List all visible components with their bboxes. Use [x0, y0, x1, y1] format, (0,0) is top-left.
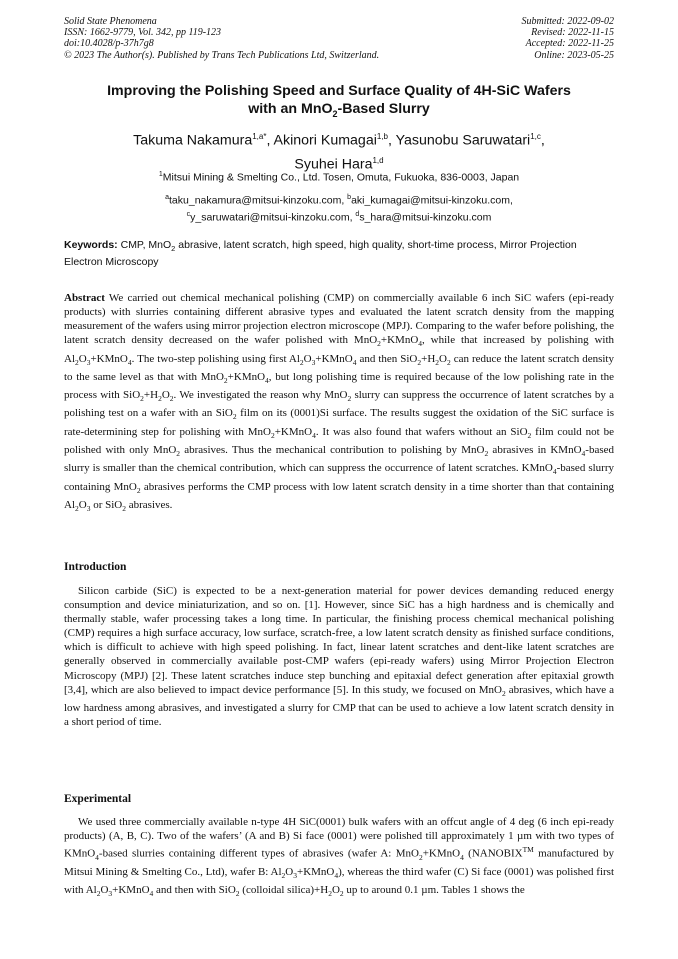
- keywords: [64, 239, 616, 269]
- affil-text: Mitsui Mining & Smelting Co., Ltd. Tosen, Omuta, Fukuoka, 836-0003, Japan: [162, 171, 520, 184]
- abstract-text: slurry can suppress the occurrence of latent scratches by a polishing test on a wafer with an SiO: [64, 389, 615, 420]
- abstract-text: +KMnO: [227, 370, 266, 383]
- revised-date: Revised: 2022-11-15: [531, 27, 614, 39]
- exp-text: +KMnO: [422, 847, 461, 860]
- email-sup: b: [347, 194, 352, 201]
- copyright: © 2023 The Author(s). Published by Trans Tech Publications Ltd, Switzerland.: [64, 49, 380, 61]
- abstract-text: and then SiO: [356, 352, 418, 365]
- abstract-text: abrasives in KMnO: [488, 443, 582, 456]
- abstract-text: O: [439, 352, 447, 365]
- subscript: 2: [417, 357, 422, 367]
- subscript: 3: [108, 889, 113, 899]
- author-sup: 1,b: [376, 132, 388, 141]
- email-link[interactable]: y_saruwatari@mitsui-kinzoku.com,: [190, 211, 356, 224]
- subscript: 2: [347, 394, 352, 404]
- email-sup: d: [355, 211, 360, 218]
- subscript: 2: [484, 449, 489, 459]
- keywords-text: abrasive, latent scratch, high speed, high quality, short-time process, Mirror Projection Electron Microscopy: [64, 239, 577, 268]
- subscript: 2: [75, 504, 79, 513]
- exp-text: and then with SiO: [153, 884, 236, 897]
- subscript: 2: [527, 430, 532, 440]
- abstract-text: . We investigated the reason why MnO: [173, 389, 348, 402]
- subscript: 2: [232, 412, 237, 422]
- experimental-paragraph: [64, 815, 614, 902]
- subscript: 4: [334, 871, 339, 881]
- subscript: 2: [176, 449, 181, 459]
- experimental-heading: Experimental: [64, 793, 132, 805]
- title-subscript: 2: [332, 108, 338, 119]
- intro-text: Silicon carbide (SiC) is expected to be a next-generation material for power devices demanding reduced energy consumption and device miniaturization, and so on. [1]. However, since SiC has a high hardness and is chemically and thermally stable, wafer processing takes a long time. In particular, the finishing process chemical mechanical polishing (CMP) requires a high surface accuracy, low surface, scratch-free, a low latent scratch density as finished surface conditions, which is difficult to achieve with high speed polishing. In fact, linear latent scratches and dent-like latent scratches are generally observed in commercially available post-CMP wafers (epi-ready wafers) using Mirror Projection Electron Microscopy (MPJ) [2]. These latent scratches induce step bunching and epitaxial defect generation after epitaxial growth [3,4], which are also believed to impact device performance [5]. In this study, we focused on MnO: [64, 585, 614, 696]
- subscript: 2: [136, 485, 141, 495]
- affil-sup: 1: [158, 171, 163, 178]
- subscript: 2: [235, 889, 240, 899]
- subscript: 4: [95, 853, 99, 863]
- abstract-text: abrasives performs the CMP process with low latent scratch density in a time shorter than that containing Al: [64, 480, 614, 511]
- author-name: , Akinori Kumagai: [266, 132, 377, 149]
- email-line-2: [40, 208, 638, 225]
- exp-text: O: [331, 884, 340, 897]
- subscript: 4: [418, 339, 423, 349]
- abstract-label: Abstract: [64, 292, 105, 304]
- dates-header: [522, 16, 615, 61]
- subscript: 4: [312, 430, 316, 440]
- keywords-label: Keywords:: [64, 239, 118, 251]
- exp-text: We used three commercially available n-type 4H SiC(0001) bulk wafers with an offcut angle of 4 deg (6 inch epi-ready products) (A, B, C). Two of the wafers’ (A and B) Si face (0001) were polished till approximately 1 µm with two types of KMnO: [64, 816, 614, 860]
- subscript: 3: [293, 871, 297, 881]
- email-line-1: [40, 191, 638, 208]
- abstract-text: . The two-step polishing using first Al: [131, 352, 300, 365]
- author-sep: ,: [540, 132, 545, 149]
- email-link[interactable]: taku_nakamura@mitsui-kinzoku.com,: [169, 194, 348, 207]
- subscript: 3: [86, 357, 91, 367]
- exp-text: manufactured by Mitsui Mining & Smelting Co., Ltd), wafer B: Al: [64, 847, 615, 879]
- email-link[interactable]: aki_kumagai@mitsui-kinzoku.com,: [351, 194, 513, 207]
- email-sup: c: [186, 211, 191, 218]
- accepted-date: Accepted: 2022-11-25: [525, 38, 614, 50]
- title-text: with an MnO: [248, 101, 333, 117]
- author-name: Syuhei Hara: [294, 156, 373, 173]
- exp-text: O: [100, 884, 109, 897]
- author-line-1: [40, 127, 638, 151]
- abstract-text: or SiO: [90, 498, 123, 511]
- journal-name: Solid State Phenomena: [64, 16, 157, 27]
- abstract-text: +KMnO: [315, 352, 353, 365]
- online-date: Online: 2023-05-25: [534, 49, 614, 61]
- title-line-1: Improving the Polishing Speed and Surface Quality of 4H-SiC Wafers: [107, 83, 571, 99]
- abstract: [64, 291, 614, 516]
- subscript: 3: [86, 504, 91, 513]
- author-sup: 1,c: [530, 132, 541, 141]
- intro-text: abrasives, which have a low hardness among abrasives, and investigated a slurry for CMP that can be used to achieve a low latent scratch density in a short period of time.: [64, 683, 614, 729]
- email-sup: a: [165, 194, 170, 201]
- abstract-text: -based slurry containing MnO: [64, 462, 615, 493]
- abstract-text: , but long polishing time is required because of the low polishing rate in the process with SiO: [64, 370, 614, 402]
- journal-header: [64, 16, 379, 61]
- abstract-text: O: [303, 352, 312, 365]
- subscript: 2: [158, 394, 162, 404]
- author-sup: 1,a*: [252, 132, 267, 141]
- email-list: [40, 191, 638, 225]
- subscript: 4: [127, 357, 132, 367]
- abstract-text: , while that increased by polishing with Al: [64, 334, 614, 365]
- subscript: 2: [223, 376, 228, 386]
- title-text: -Based Slurry: [337, 101, 430, 117]
- subscript: 4: [352, 357, 357, 367]
- subscript: 2: [377, 339, 381, 349]
- subscript: 3: [311, 357, 316, 367]
- exp-text: (NANOBIX: [463, 847, 523, 860]
- subscript: 2: [446, 357, 451, 367]
- subscript: 2: [299, 357, 304, 367]
- introduction-heading: Introduction: [64, 561, 127, 573]
- abstract-text: . It was also found that wafers without an SiO: [315, 425, 528, 438]
- affiliation: [40, 168, 638, 185]
- abstract-text: +KMnO: [380, 334, 419, 347]
- subscript: 4: [552, 467, 557, 477]
- trademark-sup: TM: [522, 845, 534, 855]
- subscript: 4: [581, 449, 586, 459]
- introduction-paragraph: [64, 584, 614, 729]
- abstract-text: film could not be polished with only MnO: [64, 425, 614, 456]
- subscript: 2: [281, 871, 286, 881]
- subscript: 2: [140, 394, 144, 404]
- subscript: 2: [169, 394, 174, 404]
- abstract-text: -based slurry is smaller than the chemical contribution, which can suppress the occurrence of latent scratches. KMnO: [64, 443, 614, 475]
- email-link[interactable]: s_hara@mitsui-kinzoku.com: [359, 211, 492, 224]
- abstract-text: abrasives.: [125, 498, 173, 511]
- abstract-text: +H: [421, 352, 436, 365]
- subscript: 2: [122, 504, 126, 513]
- subscript: 2: [435, 357, 440, 367]
- issn: ISSN: 1662-9779, Vol. 342, pp 119-123: [64, 27, 222, 39]
- exp-text: (colloidal silica)+H: [239, 884, 329, 897]
- submitted-date: Submitted: 2022-09-02: [521, 16, 614, 27]
- subscript: 4: [265, 376, 269, 386]
- keywords-text: CMP, MnO: [117, 239, 172, 251]
- abstract-text: +H: [143, 389, 159, 402]
- abstract-text: +KMnO: [274, 425, 313, 438]
- exp-text: ), whereas the third wafer (C) Si face (0001) was polished first with Al: [64, 866, 615, 897]
- subscript: 2: [328, 889, 332, 899]
- abstract-text: O: [78, 498, 87, 511]
- abstract-text: O: [78, 352, 87, 365]
- abstract-text: O: [161, 389, 170, 402]
- exp-text: O: [285, 866, 294, 879]
- subscript: 2: [339, 889, 344, 899]
- subscript: 2: [96, 889, 101, 899]
- abstract-text: film on its (0001)Si surface. The results suggest the oxidation of the SiC surface is rate-determining step for polishing with MnO: [64, 407, 614, 438]
- exp-text: -based slurries containing different types of abrasives (wafer A: MnO: [98, 847, 419, 860]
- exp-text: +KMnO: [296, 866, 335, 879]
- author-name: Takuma Nakamura: [133, 132, 253, 149]
- subscript: 2: [270, 430, 275, 440]
- abstract-text: +KMnO: [90, 352, 128, 365]
- subscript: 2: [418, 853, 423, 863]
- title-line-2: [40, 100, 638, 123]
- doi[interactable]: doi:10.4028/p-37h7g8: [64, 38, 154, 50]
- abstract-text: We carried out chemical mechanical polishing (CMP) on commercially available 6 inch SiC wafers (epi-ready products) with slurries containing different abrasive types and evaluated the latent scratch density from the mapping measurement of the wafers using mirror projection electron microscope (MPJ). Comparing to the wafer before polishing, the latent scratch density decreased on the wafer polished with MnO: [64, 292, 614, 347]
- abstract-text: abrasives. Thus the mechanical contribution to polishing by MnO: [180, 443, 485, 456]
- subscript: 4: [149, 889, 154, 899]
- subscript: 4: [460, 853, 464, 863]
- subscript: 2: [501, 688, 506, 698]
- exp-text: +KMnO: [112, 884, 150, 897]
- paper-title: [40, 82, 638, 123]
- subscript: 2: [75, 357, 79, 367]
- exp-text: up to around 0.1 µm. Tables 1 shows the: [343, 884, 525, 897]
- author-sup: 1,d: [372, 155, 384, 165]
- abstract-text: can reduce the latent scratch density to the same level as that with MnO: [64, 352, 614, 383]
- subscript: 2: [171, 244, 176, 254]
- author-name: , Yasunobu Saruwatari: [387, 132, 531, 149]
